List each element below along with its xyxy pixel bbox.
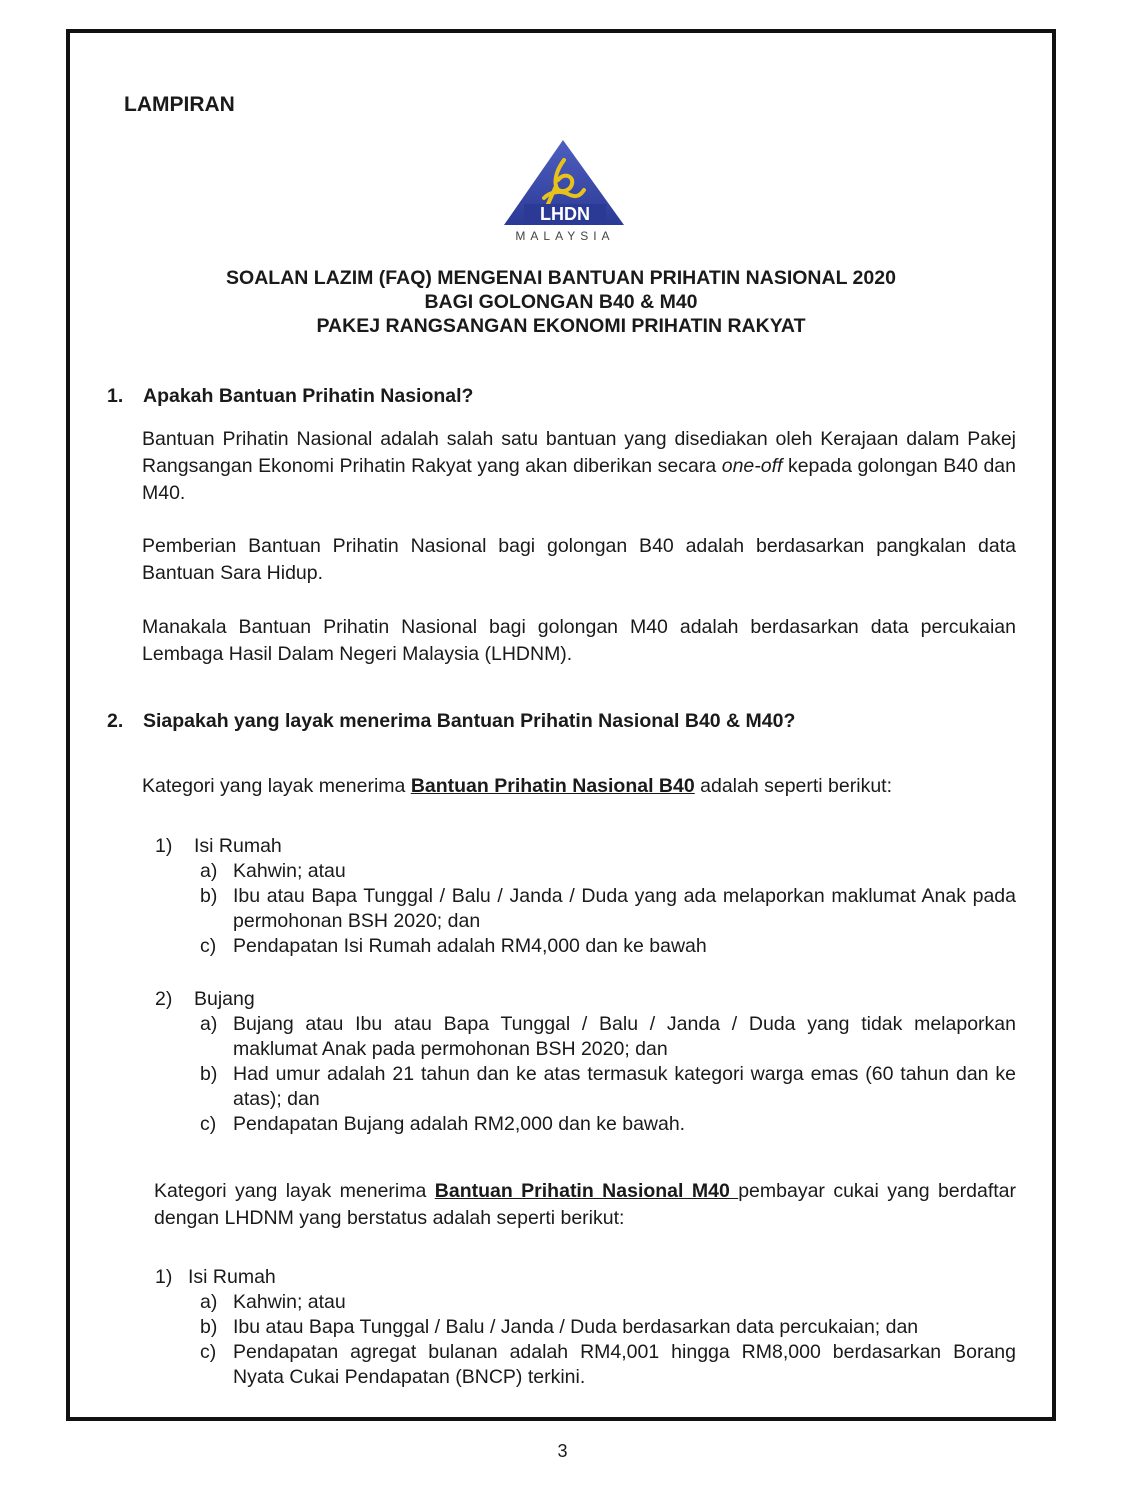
m40-group-1-item-a: Kahwin; atau (233, 1291, 346, 1313)
b40-group-1-number: 1) (155, 835, 173, 857)
m40-intro: Kategori yang layak menerima Bantuan Prihatin Nasional M40 pembayar cukai yang berdaftar dengan LHDNM yang berstatus adalah seperti berikut: (154, 1180, 1016, 1229)
b40-group-1-item-a: Kahwin; atau (233, 860, 346, 882)
m40-group-1-number: 1) (155, 1266, 173, 1288)
b40-group-2-item-b: Had umur adalah 21 tahun dan ke atas termasuk kategori warga emas (60 tahun dan ke atas); dan (233, 1063, 1016, 1110)
b40-group-1-item-c-letter: c) (200, 935, 217, 957)
q1-paragraph-2: Pemberian Bantuan Prihatin Nasional bagi golongan B40 adalah berdasarkan pangkalan data Bantuan Sara Hidup. (142, 535, 1016, 584)
q1-paragraph-3: Manakala Bantuan Prihatin Nasional bagi golongan M40 adalah berdasarkan data percukaian Lembaga Hasil Dalam Negeri Malaysia (LHDNM). (142, 616, 1016, 665)
lhdn-logo (498, 138, 632, 246)
b40-group-1-item-c: Pendapatan Isi Rumah adalah RM4,000 dan ke bawah (233, 935, 707, 957)
b40-group-2-item-b-letter: b) (200, 1063, 218, 1085)
b40-group-2-label: Bujang (194, 988, 255, 1010)
m40-group-1-item-c: Pendapatan agregat bulanan adalah RM4,001 hingga RM8,000 berdasarkan Borang Nyata Cukai Pendapatan (BNCP) terkini. (233, 1341, 1016, 1388)
b40-group-1-item-a-letter: a) (200, 860, 218, 882)
title-line-3: PAKEJ RANGSANGAN EKONOMI PRIHATIN RAKYAT (316, 315, 806, 337)
b40-group-2-item-c: Pendapatan Bujang adalah RM2,000 dan ke bawah. (233, 1113, 686, 1135)
b40-group-1-item-b-letter: b) (200, 885, 218, 907)
b40-group-2-item-a-letter: a) (200, 1013, 218, 1035)
b40-group-1-label: Isi Rumah (194, 835, 282, 857)
b40-group-1-item-b: Ibu atau Bapa Tunggal / Balu / Janda / Duda yang ada melaporkan maklumat Anak pada permohonan BSH 2020; dan (233, 885, 1016, 932)
m40-group-1-item-b-letter: b) (200, 1316, 218, 1338)
b40-group-2-number: 2) (155, 988, 173, 1010)
title-line-1: SOALAN LAZIM (FAQ) MENGENAI BANTUAN PRIHATIN NASIONAL 2020 (226, 267, 896, 289)
q2-number: 2. (107, 710, 124, 732)
title-line-2: BAGI GOLONGAN B40 & M40 (424, 291, 698, 313)
q1-question: Apakah Bantuan Prihatin Nasional? (143, 385, 474, 407)
logo-subtitle: MALAYSIA (515, 229, 615, 243)
page-number: 3 (557, 1441, 568, 1461)
b40-group-2-item-c-letter: c) (200, 1113, 217, 1135)
heading-lampiran: LAMPIRAN (124, 93, 235, 116)
q1-number: 1. (107, 385, 124, 407)
m40-group-1-item-a-letter: a) (200, 1291, 218, 1313)
q1-paragraph-1: Bantuan Prihatin Nasional adalah salah satu bantuan yang disediakan oleh Kerajaan dalam Pakej Rangsangan Ekonomi Prihatin Rakyat yang akan diberikan secara one-off kepada golongan B40 dan M40. (142, 428, 1016, 504)
b40-intro: Kategori yang layak menerima Bantuan Prihatin Nasional B40 adalah seperti berikut: (142, 775, 893, 797)
b40-group-2-item-a: Bujang atau Ibu atau Bapa Tunggal / Balu / Janda / Duda yang tidak melaporkan maklumat Anak pada permohonan BSH 2020; dan (233, 1013, 1016, 1060)
q2-question: Siapakah yang layak menerima Bantuan Prihatin Nasional B40 & M40? (143, 710, 796, 732)
m40-group-1-label: Isi Rumah (188, 1266, 276, 1288)
logo-text: LHDN (540, 204, 590, 224)
m40-group-1-item-c-letter: c) (200, 1341, 217, 1363)
m40-group-1-item-b: Ibu atau Bapa Tunggal / Balu / Janda / Duda berdasarkan data percukaian; dan (233, 1316, 919, 1338)
